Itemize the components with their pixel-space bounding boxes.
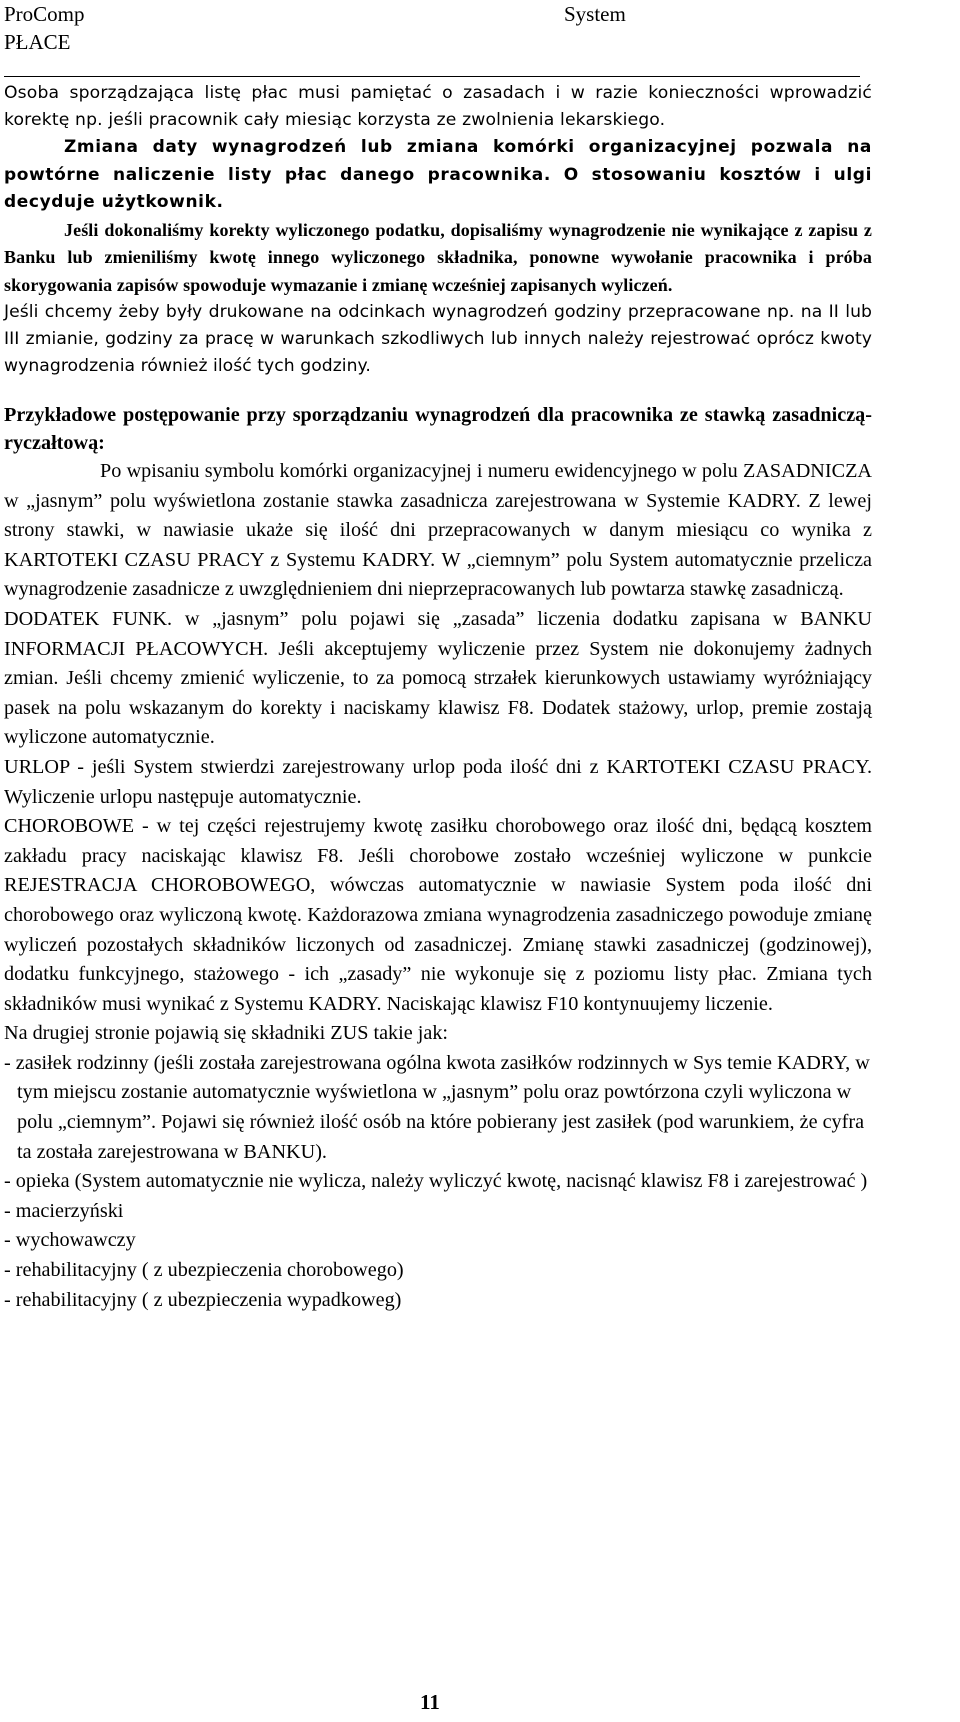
paragraph-basic-rate: Po wpisaniu symbolu komórki organizacyjnej i numeru ewidencyjnego w polu ZASADNICZA w „jasnym” polu wyświetlona zostanie stawka zasadnicza zarejestrowana w Systemie KADRY. Z lewej strony stawki, w nawiasie ukaże się ilość dni przepracowanych w danym miesiącu co wynika z KARTOTEKI CZASU PRACY z Systemu KADRY. W „ciemnym” polu System automatycznie przelicza wynagrodzenie zasadnicze z uwzględnieniem dni nieprzepracowanych lub powtarza stawkę zasadniczą. — [4, 460, 872, 601]
list-item: - zasiłek rodzinny (jeśli została zarejestrowana ogólna kwota zasiłków rodzinnych w Sys temie KADRY, w tym miejscu zostanie automatycznie wyświetlona w „jasnym” polu oraz powtórzona czyli wyliczona w polu „ciemnym”. Pojawi się również ilość osób na które pobierany jest zasiłek (pod warunkiem, że cyfra ta została zarejestrowana w BANKU). — [4, 1051, 870, 1163]
header-section: PŁACE — [4, 30, 71, 54]
paragraph-leave: URLOP - jeśli System stwierdzi zarejestrowany urlop poda ilość dni z KARTOTEKI CZASU PRACY. Wyliczenie urlopu następuje automatycznie. — [4, 755, 872, 808]
list-item: - macierzyński — [4, 1199, 124, 1222]
paragraph-hours-printing: Jeśli chcemy żeby były drukowane na odcinkach wynagrodzeń godziny przepracowane np. na II lub III zmianie, godziny za pracę w warunkach szkodliwych lub innych należy rejestrować oprócz kwoty wynagrodzenia również ilość tych godziny. — [4, 302, 872, 376]
document-body — [4, 80, 872, 1315]
paragraph-correction-note: Osoba sporządzająca listę płac musi pamiętać o zasadach i w razie konieczności wprowadzić korektę np. jeśli pracownik cały miesiąc korzysta ze zwolnienia lekarskiego. — [4, 83, 872, 130]
section-heading: Przykładowe postępowanie przy sporządzaniu wynagrodzeń dla pracownika ze stawką zasadniczą-ryczałtową: — [4, 404, 872, 454]
header-divider — [4, 76, 860, 77]
list-item: - rehabilitacyjny ( z ubezpieczenia chorobowego) — [4, 1259, 404, 1282]
list-item: - opieka (System automatycznie nie wylicza, należy wyliczyć kwotę, nacisnąć klawisz F8 i zarejestrować ) — [4, 1170, 868, 1193]
list-item: - rehabilitacyjny ( z ubezpieczenia wypadkoweg) — [4, 1288, 402, 1311]
spacer — [4, 380, 872, 401]
paragraph-sickness: CHOROBOWE - w tej części rejestrujemy kwotę zasiłku chorobowego oraz ilość dni, będącą kosztem zakładu pracy naciskając klawisz F8. Jeśli chorobowe zostało wcześniej wyliczone w punkcie REJESTRACJA CHOROBOWEGO, wówczas automatycznie w nawiasie System poda ilość dni chorobowego oraz wyliczoną kwotę. Każdorazowa zmiana wynagrodzenia zasadniczego powoduje zmianę wyliczeń pozostałych składników liczonych od zasadniczej. Zmianę stawki zasadniczej (godzinowej), dodatku funkcyjnego, stażowego - ich „zasady” nie wykonuje się z poziomu listy płac. Zmiana tych składników musi wynikać z Systemu KADRY. Naciskając klawisz F10 kontynuujemy liczenie. — [4, 815, 872, 1015]
header-product: ProComp — [4, 2, 85, 26]
paragraph-functional-bonus: DODATEK FUNK. w „jasnym” polu pojawi się „zasada” liczenia dodatku zapisana w BANKU INFORMACJI PŁACOWYCH. Jeśli akceptujemy wyliczenie przez System nie dokonujemy żadnych zmian. Jeśli chcemy zmienić wyliczenie, to za pomocą strzałek kierunkowych ustawiamy wyróżniający pasek na polu wskazanym do korekty i naciskamy klawisz F8. Dodatek stażowy, urlop, premie zostają wyliczone automatycznie. — [4, 607, 872, 749]
paragraph-overwrite-warning: Jeśli dokonaliśmy korekty wyliczonego podatku, dopisaliśmy wynagrodzenie nie wynikające z zapisu z Banku lub zmieniliśmy kwotę innego wyliczonego składnika, ponowne wywołanie pracownika i próba skorygowania zapisów spowoduje wymazanie i zmianę wcześniej zapisanych wyliczeń. — [4, 219, 872, 295]
zus-components-list — [4, 1049, 872, 1315]
page-header — [4, 0, 864, 56]
page-number: 11 — [420, 1690, 440, 1714]
paragraph-zus-intro: Na drugiej stronie pojawią się składniki ZUS takie jak: — [4, 1022, 449, 1045]
list-item: - wychowawczy — [4, 1229, 136, 1252]
paragraph-recalculation: Zmiana daty wynagrodzeń lub zmiana komórki organizacyjnej pozwala na powtórne naliczenie listy płac danego pracownika. O stosowaniu kosztów i ulgi decyduje użytkownik. — [4, 137, 872, 212]
header-system: System — [564, 2, 626, 26]
